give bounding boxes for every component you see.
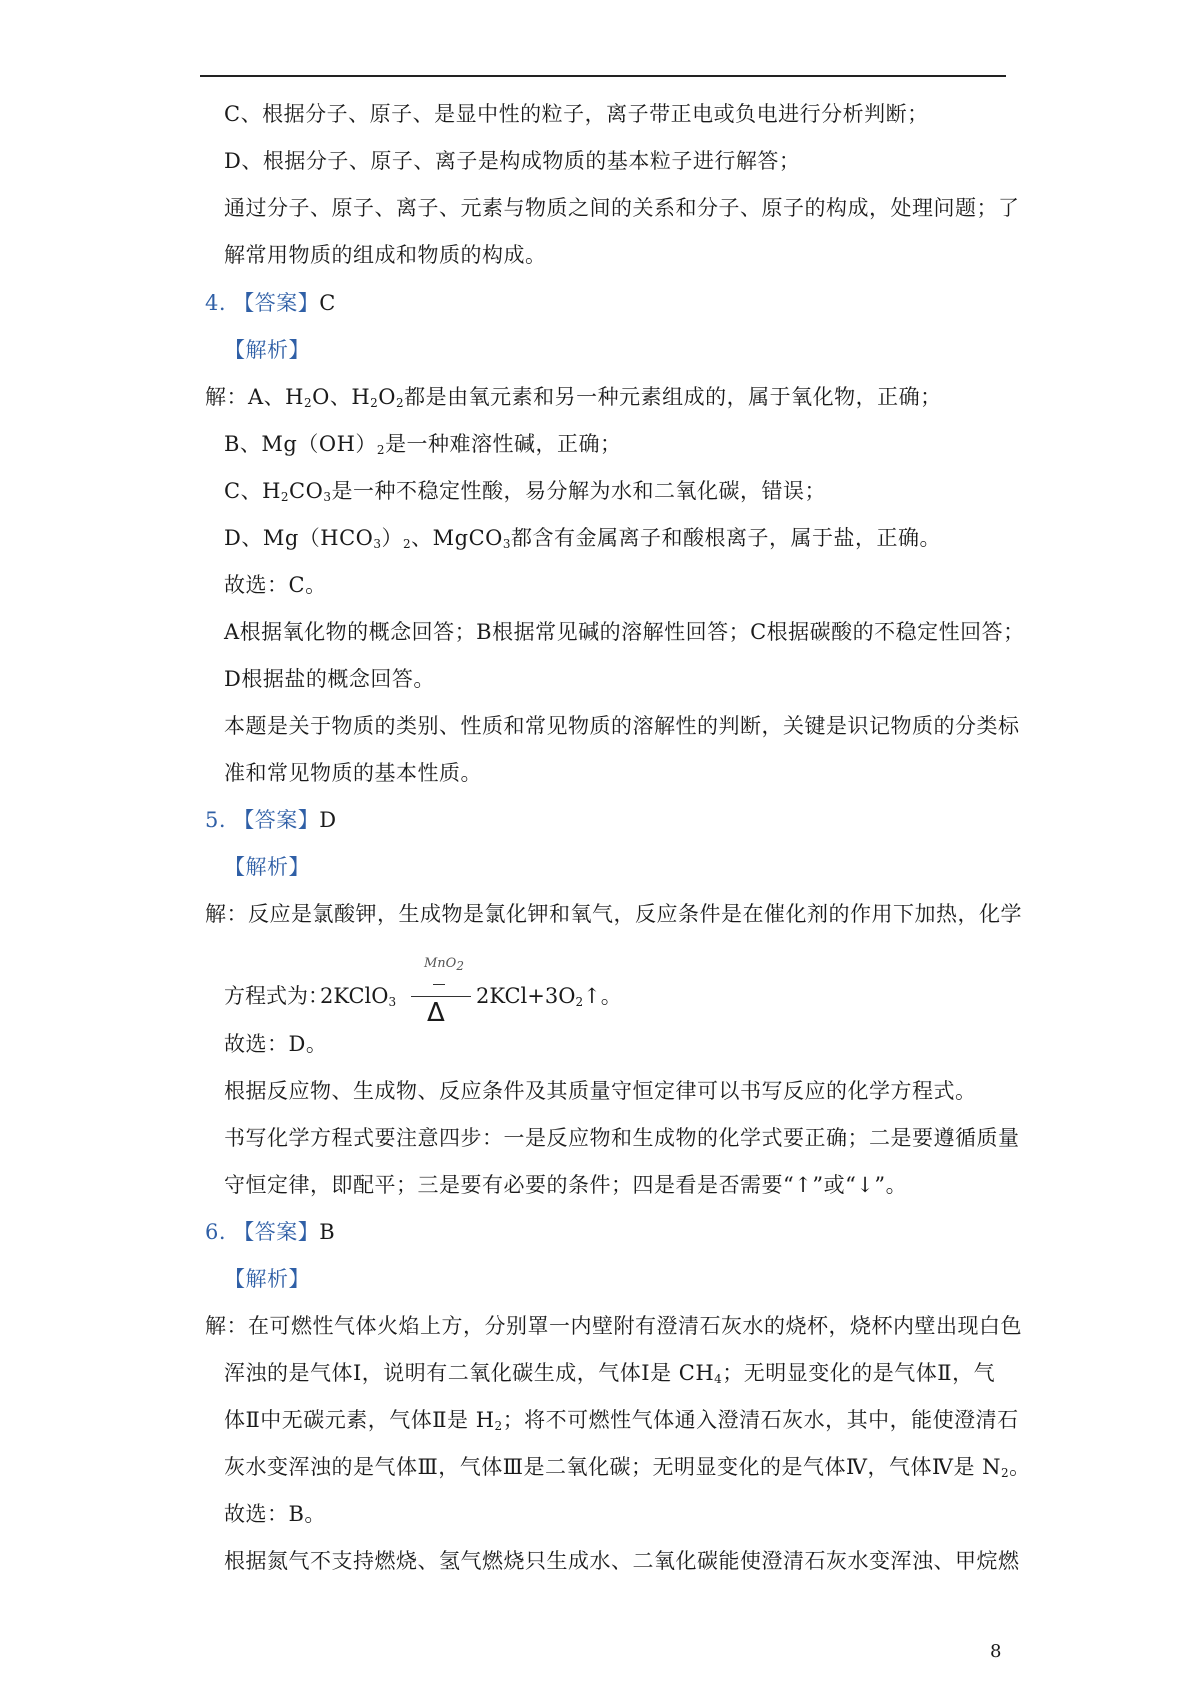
text-line: 通过分子、原子、离子、元素与物质之间的关系和分子、原子的构成，处理问题；了 xyxy=(224,196,1020,220)
text-line: 灰水变浑浊的是气体Ⅲ，气体Ⅲ是二氧化碳；无明显变化的是气体Ⅳ，气体Ⅳ是 $N_2$。 xyxy=(224,1455,1031,1480)
text-line: 故选：C。 xyxy=(224,573,327,597)
text-line: 书写化学方程式要注意四步：一是反应物和生成物的化学式要正确；二是要遵循质量 xyxy=(224,1126,1020,1150)
text-line: 浑浊的是气体Ⅰ，说明有二氧化碳生成，气体Ⅰ是 $CH_4$；无明显变化的是气体Ⅱ，气 xyxy=(224,1361,996,1386)
text-line: A根据氧化物的概念回答；B根据常见碱的溶解性回答；C根据碳酸的不稳定性回答； xyxy=(224,620,1025,644)
text-line: D根据盐的概念回答。 xyxy=(224,667,435,691)
text-line: C、根据分子、原子、是显中性的粒子，离子带正电或负电进行分析判断； xyxy=(224,102,929,126)
analysis-tag-6: 【解析】 xyxy=(224,1267,310,1291)
text-line: C、$H_2CO_3$是一种不稳定性酸，易分解为水和二氧化碳，错误； xyxy=(224,479,826,504)
text-line: 解：反应是氯酸钾，生成物是氯化钾和氧气，反应条件是在催化剂的作用下加热，化学 xyxy=(205,902,1022,926)
text-line: D、根据分子、原子、离子是构成物质的基本粒子进行解答； xyxy=(224,149,801,173)
text-line: 守恒定律，即配平；三是要有必要的条件；四是看是否需要“↑”或“↓”。 xyxy=(224,1173,908,1197)
answer-heading-5: 5. 【答案】D xyxy=(205,808,337,832)
text-line: 体Ⅱ中无碳元素，气体Ⅱ是 $H_2$；将不可燃性气体通入澄清石灰水，其中，能使澄清石 xyxy=(224,1408,1019,1433)
answer-heading-4: 4. 【答案】C xyxy=(205,291,336,315)
equation-reactant: 2KClO$_3$ xyxy=(320,984,397,1009)
answer-heading-6: 6. 【答案】B xyxy=(205,1220,336,1244)
analysis-tag-4: 【解析】 xyxy=(224,338,310,362)
text-line: 根据反应物、生成物、反应条件及其质量守恒定律可以书写反应的化学方程式。 xyxy=(224,1079,977,1103)
equation-minus-mark xyxy=(433,984,445,985)
text-line: 故选：B。 xyxy=(224,1502,326,1526)
text-line: 解常用物质的组成和物质的构成。 xyxy=(224,243,547,267)
text-line: 解：A、$H_2O$、$H_2O_2$都是由氧元素和另一种元素组成的，属于氧化物，正确； xyxy=(205,385,942,410)
text-line: 解：在可燃性气体火焰上方，分别罩一内壁附有澄清石灰水的烧杯，烧杯内壁出现白色 xyxy=(205,1314,1022,1338)
text-line: 根据氮气不支持燃烧、氢气燃烧只生成水、二氧化碳能使澄清石灰水变浑浊、甲烷燃 xyxy=(224,1549,1020,1573)
text-line: B、$Mg(OH)_2$是一种难溶性碱，正确； xyxy=(224,432,622,457)
text-line: 故选：D。 xyxy=(224,1032,328,1056)
heat-symbol: Δ xyxy=(427,998,445,1028)
header-rule xyxy=(200,75,1006,77)
text-line: 准和常见物质的基本性质。 xyxy=(224,761,482,785)
equation-catalyst: MnO$_2$ xyxy=(424,956,464,973)
analysis-tag-5: 【解析】 xyxy=(224,855,310,879)
text-line: 本题是关于物质的类别、性质和常见物质的溶解性的判断，关键是识记物质的分类标 xyxy=(224,714,1020,738)
page-number: 8 xyxy=(990,1641,1002,1662)
equation-prefix: 方程式为： xyxy=(224,984,329,1008)
text-line: D、$Mg(HCO_3)_2$、MgCO$_3$都含有金属离子和酸根离子，属于盐，正确。 xyxy=(224,526,942,551)
equation-arrow-bar xyxy=(411,996,471,997)
equation-products: $2KCl+3O_2↑$。 xyxy=(476,984,622,1009)
